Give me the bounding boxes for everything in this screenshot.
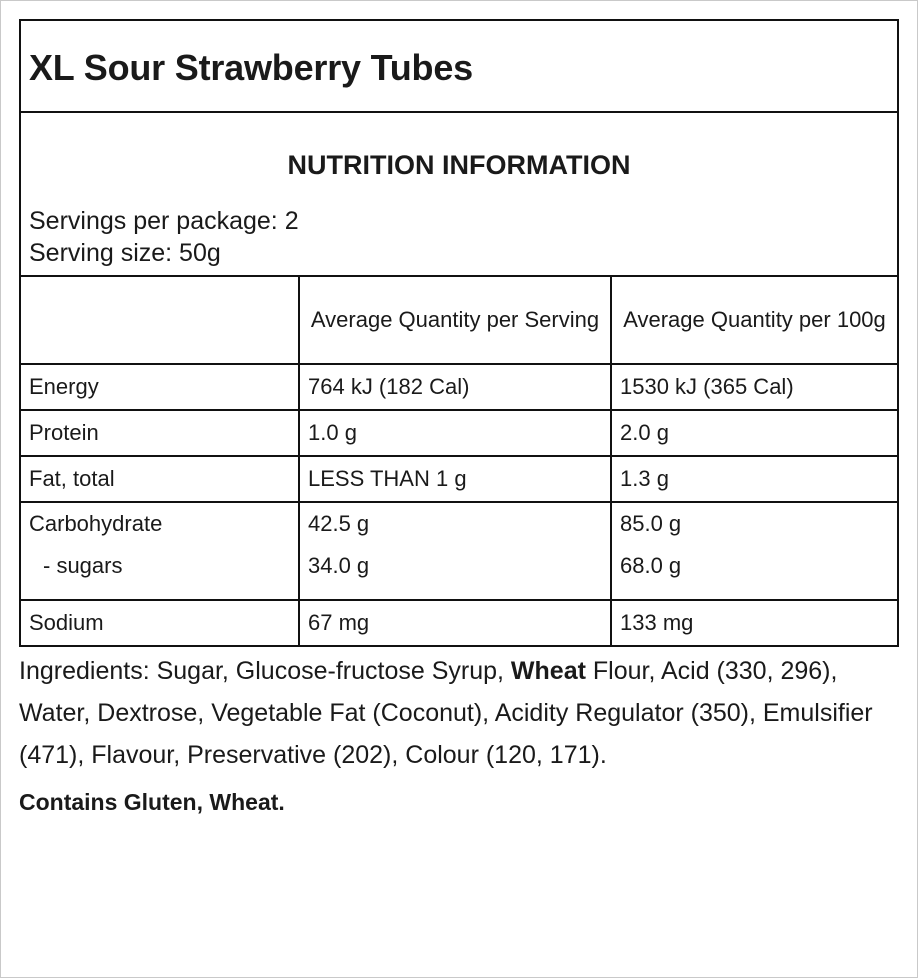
ingredients-rest: Flour, Acid (330, 296), Water, Dextrose, Vegetable Fat (Coconut), Acidity Regulator (350), Emulsifier (471), Flavour, Preservative (202), Colour (120, 171). xyxy=(19,657,873,769)
nutrient-name: Energy xyxy=(21,364,299,410)
table-row-carbohydrate xyxy=(21,502,897,600)
per-serving-value: 1.0 g xyxy=(299,410,611,456)
sub-per-serving-value: 34.0 g xyxy=(308,553,370,578)
per-100g-value: 1.3 g xyxy=(611,456,897,502)
per-100g-value: 2.0 g xyxy=(611,410,897,456)
nutrient-name-cell xyxy=(21,502,299,600)
table-row-energy xyxy=(21,364,897,410)
per-100g-cell xyxy=(611,502,897,600)
table-row-sodium xyxy=(21,600,897,645)
per-100g-value: 133 mg xyxy=(611,600,897,645)
per-100g-value: 1530 kJ (365 Cal) xyxy=(611,364,897,410)
servings-per-package: Servings per package: 2 xyxy=(29,207,299,235)
per-100g-value: 85.0 g xyxy=(620,511,682,536)
table-row-protein xyxy=(21,410,897,456)
nutrition-table xyxy=(21,277,897,645)
ingredients-text xyxy=(19,650,899,776)
table-row-fat xyxy=(21,456,897,502)
per-serving-value: 764 kJ (182 Cal) xyxy=(299,364,611,410)
nutrient-name: Fat, total xyxy=(21,456,299,502)
nutrient-name: Carbohydrate xyxy=(29,511,163,536)
title-row xyxy=(21,21,897,113)
product-title: XL Sour Strawberry Tubes xyxy=(29,47,473,88)
per-serving-value: 42.5 g xyxy=(308,511,370,536)
nutrition-info-block xyxy=(21,113,897,277)
per-serving-value: LESS THAN 1 g xyxy=(299,456,611,502)
ingredients-bold-allergen: Wheat xyxy=(510,657,586,685)
nutrition-heading: NUTRITION INFORMATION xyxy=(287,150,631,180)
per-serving-cell xyxy=(299,502,611,600)
column-header-nutrient xyxy=(21,277,299,364)
allergen-statement: Contains Gluten, Wheat. xyxy=(19,789,285,815)
ingredients-prefix: Ingredients: Sugar, Glucose-fructose Syrup, xyxy=(19,657,511,685)
per-serving-value: 67 mg xyxy=(299,600,611,645)
nutrient-name: Protein xyxy=(21,410,299,456)
sub-per-100g-value: 68.0 g xyxy=(620,553,682,578)
column-header-per-serving: Average Quantity per Serving xyxy=(299,277,611,364)
sub-nutrient-name: - sugars xyxy=(43,553,123,578)
serving-size: Serving size: 50g xyxy=(29,239,221,267)
nutrition-panel xyxy=(19,19,899,647)
table-header-row xyxy=(21,277,897,364)
nutrient-name: Sodium xyxy=(21,600,299,645)
column-header-per-100g: Average Quantity per 100g xyxy=(611,277,897,364)
